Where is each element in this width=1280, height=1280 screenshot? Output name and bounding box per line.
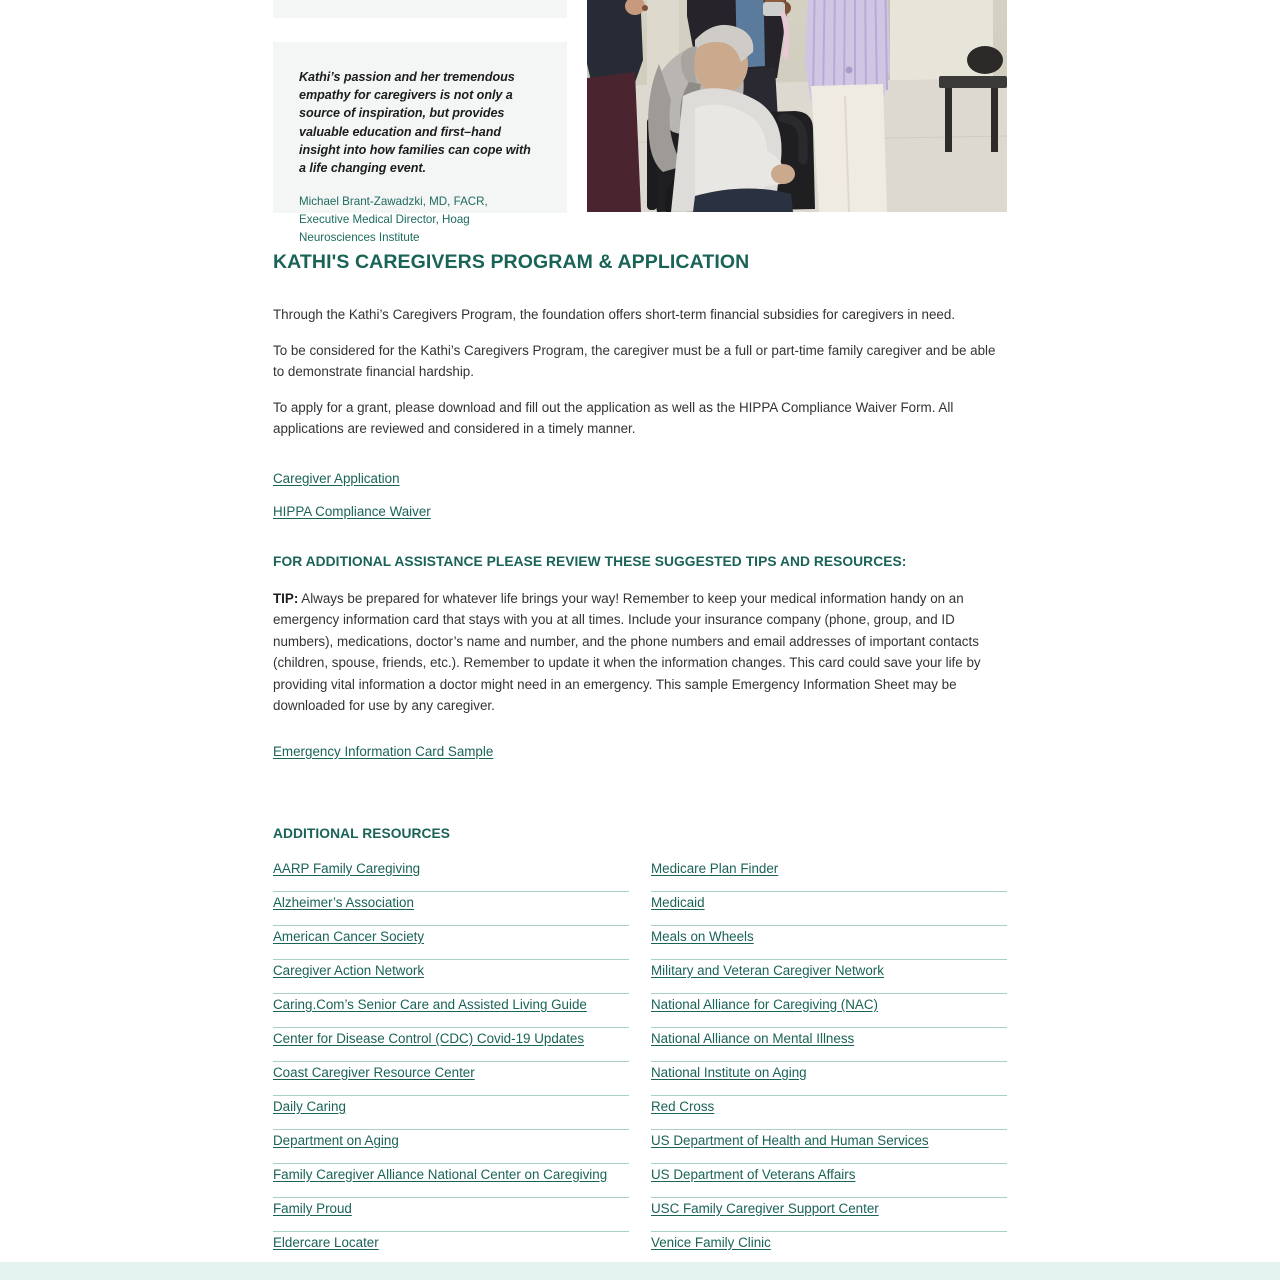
page-title: KATHI'S CAREGIVERS PROGRAM & APPLICATION bbox=[273, 251, 750, 273]
resource-link[interactable]: American Cancer Society bbox=[273, 928, 425, 944]
tip-paragraph bbox=[273, 588, 1008, 717]
resource-list-item bbox=[651, 1198, 1007, 1232]
resource-list-item bbox=[651, 1232, 1007, 1266]
resource-list-item bbox=[651, 926, 1007, 960]
resource-link[interactable]: National Institute on Aging bbox=[651, 1064, 807, 1080]
resource-list-item bbox=[273, 1096, 629, 1130]
emergency-link-group bbox=[273, 741, 1008, 762]
resource-list-item bbox=[273, 1028, 629, 1062]
resource-list-item bbox=[651, 1062, 1007, 1096]
resource-link[interactable]: Alzheimer’s Association bbox=[273, 894, 414, 910]
cut-off-application-card bbox=[273, 0, 567, 18]
resource-link[interactable]: Medicaid bbox=[651, 894, 705, 910]
resource-list-item bbox=[651, 1130, 1007, 1164]
resource-link[interactable]: National Alliance on Mental Illness bbox=[651, 1030, 855, 1046]
resource-list-item bbox=[273, 1130, 629, 1164]
caregivers-photo bbox=[587, 0, 1007, 212]
main-content bbox=[273, 250, 1008, 1280]
tip-label: TIP: bbox=[273, 590, 299, 606]
top-row bbox=[0, 0, 1280, 245]
resource-link[interactable]: Medicare Plan Finder bbox=[651, 860, 779, 876]
resource-list-item bbox=[651, 960, 1007, 994]
resource-list-item bbox=[651, 858, 1007, 892]
resource-link[interactable]: Meals on Wheels bbox=[651, 928, 754, 944]
resource-link[interactable]: Department on Aging bbox=[273, 1132, 399, 1148]
testimonial-attribution: Michael Brant-Zawadzki, MD, FACR, Executive Medical Director, Hoag Neurosciences Institute bbox=[299, 195, 488, 245]
resource-link[interactable]: Red Cross bbox=[651, 1098, 715, 1114]
footer-band bbox=[0, 1262, 1280, 1280]
resource-list-item bbox=[273, 960, 629, 994]
resource-list-item bbox=[651, 1164, 1007, 1198]
resource-link[interactable]: Venice Family Clinic bbox=[651, 1234, 771, 1250]
resource-list-item bbox=[273, 926, 629, 960]
resource-list-item bbox=[273, 994, 629, 1028]
tips-heading: FOR ADDITIONAL ASSISTANCE PLEASE REVIEW THESE SUGGESTED TIPS AND RESOURCES: bbox=[273, 553, 907, 569]
resource-list-item bbox=[651, 1028, 1007, 1062]
resources-list bbox=[273, 858, 1008, 1280]
resource-link[interactable]: Military and Veteran Caregiver Network bbox=[651, 962, 884, 978]
resource-list-item bbox=[651, 994, 1007, 1028]
document-links-group bbox=[273, 468, 1008, 522]
hippa-compliance-waiver-link[interactable]: HIPPA Compliance Waiver bbox=[273, 503, 431, 519]
resource-list-item bbox=[273, 858, 629, 892]
resource-link[interactable]: Daily Caring bbox=[273, 1098, 346, 1114]
resource-link[interactable]: US Department of Veterans Affairs bbox=[651, 1166, 856, 1182]
resource-link[interactable]: US Department of Health and Human Services bbox=[651, 1132, 929, 1148]
resource-link[interactable]: Caring.Com’s Senior Care and Assisted Living Guide bbox=[273, 996, 587, 1012]
resource-list-item bbox=[273, 1062, 629, 1096]
resource-list-item bbox=[273, 1232, 629, 1266]
resource-link[interactable]: Center for Disease Control (CDC) Covid-19 Updates bbox=[273, 1030, 585, 1046]
resource-link[interactable]: Eldercare Locater bbox=[273, 1234, 379, 1250]
intro-paragraph-2: To be considered for the Kathi’s Caregivers Program, the caregiver must be a full or part-time family caregiver and be able to demonstrate financial hardship. bbox=[273, 342, 996, 379]
resource-list-item bbox=[273, 892, 629, 926]
testimonial-card bbox=[273, 42, 567, 245]
photo-illustration bbox=[587, 0, 1007, 212]
emergency-information-card-sample-link[interactable]: Emergency Information Card Sample bbox=[273, 743, 494, 759]
resource-link[interactable]: USC Family Caregiver Support Center bbox=[651, 1200, 879, 1216]
caregiver-application-link[interactable]: Caregiver Application bbox=[273, 470, 400, 486]
resource-link[interactable]: Coast Caregiver Resource Center bbox=[273, 1064, 475, 1080]
tip-body: Always be prepared for whatever life brings your way! Remember to keep your medical information handy on an emergency information card that stays with you at all times. Include your insurance company (phone, group, and ID numbers), medications, doctor’s name and number, and the phone numbers and email addresses of important contacts (children, spouse, friends, etc.). Remember to update it when the information changes. This card could save your life by providing vital information a doctor might need in an emergency. This sample Emergency Information Sheet may be downloaded for use by any caregiver. bbox=[273, 590, 981, 713]
resource-list-item bbox=[273, 1164, 629, 1198]
testimonial-quote: Kathi’s passion and her tremendous empathy for caregivers is not only a source of inspiration, but provides valuable education and first–hand insight into how families can cope with a life changing event. bbox=[299, 70, 531, 176]
resource-list-item bbox=[651, 892, 1007, 926]
resources-left-column bbox=[273, 858, 629, 1280]
intro-paragraph-1: Through the Kathi’s Caregivers Program, the foundation offers short-term financial subsidies for caregivers in need. bbox=[273, 307, 956, 322]
resources-right-column bbox=[651, 858, 1007, 1280]
intro-paragraph-3: To apply for a grant, please download and fill out the application as well as the HIPPA Compliance Waiver Form. All applications are reviewed and considered in a timely manner. bbox=[273, 399, 954, 436]
resource-link[interactable]: Family Proud bbox=[273, 1200, 352, 1216]
resource-link[interactable]: AARP Family Caregiving bbox=[273, 860, 421, 876]
resource-list-item bbox=[273, 1198, 629, 1232]
resource-link[interactable]: Family Caregiver Alliance National Center on Caregiving bbox=[273, 1166, 608, 1182]
resource-link[interactable]: Caregiver Action Network bbox=[273, 962, 425, 978]
additional-resources-heading: ADDITIONAL RESOURCES bbox=[273, 825, 451, 841]
resource-link[interactable]: National Alliance for Caregiving (NAC) bbox=[651, 996, 878, 1012]
resource-list-item bbox=[651, 1096, 1007, 1130]
